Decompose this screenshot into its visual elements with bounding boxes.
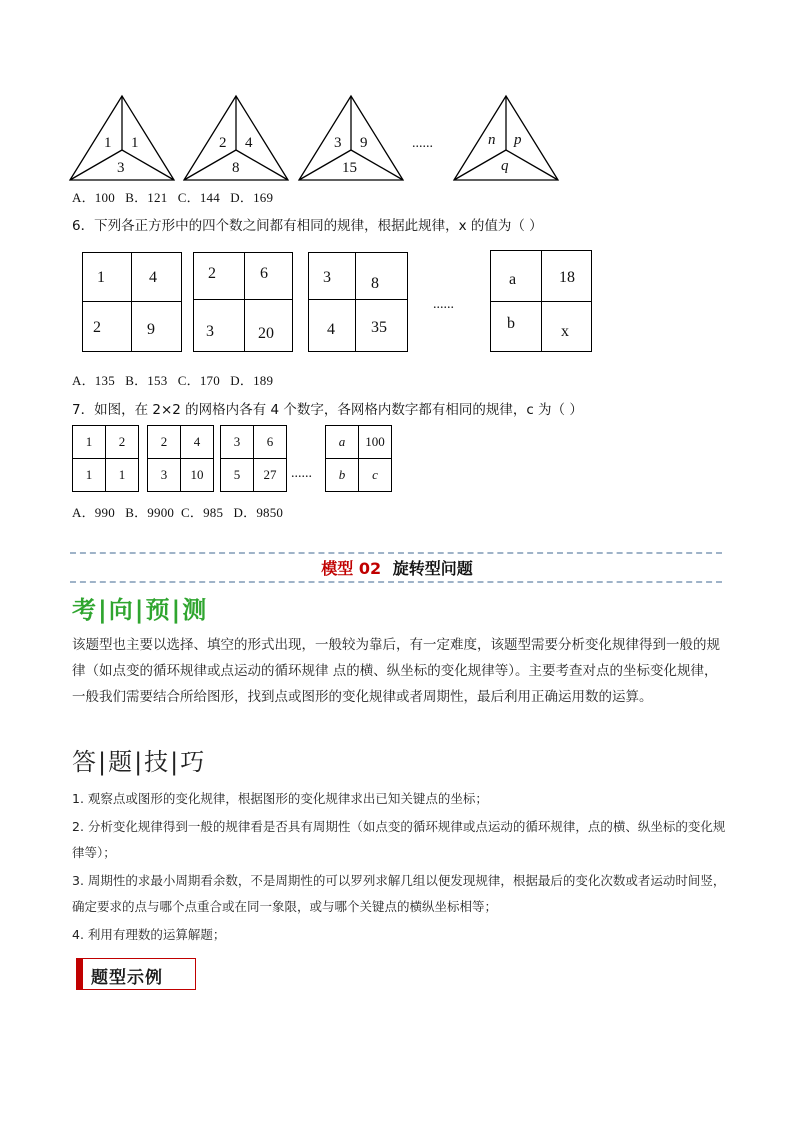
q6-s4-bl: b [507, 315, 515, 332]
divider-bottom [70, 581, 722, 583]
example-badge [76, 958, 196, 990]
model-name: 旋转型问题 [392, 559, 473, 578]
divider-top [70, 552, 722, 554]
q7-ellipsis: ...... [291, 466, 312, 481]
q7-g4-br: c [359, 459, 392, 492]
tri3-left: 3 [334, 135, 342, 151]
tri4-right: p [514, 132, 522, 148]
tip-3: 3. 周期性的求最小周期看余数，不是周期性的可以罗列求解几组以便发现规律，根据最后的变化次数或者运动时间竖，确定要求的点与哪个点重合或在同一象限，或与哪个关键点的横纵坐标相等； [72, 873, 726, 914]
q6-square-1 [82, 252, 182, 352]
q7-g1-tl: 1 [73, 426, 106, 459]
q7-g2-tl: 2 [148, 426, 181, 459]
q7-grid-4 [325, 425, 392, 492]
q7-question: 7．如图，在 2×2 的网格内各有 4 个数字，各网格内数字都有相同的规律，c 为（ ） [72, 402, 583, 418]
badge-label: 题型示例 [91, 968, 163, 988]
q7-grid-3 [220, 425, 287, 492]
q6-square-2 [193, 252, 293, 352]
q6-question: 6．下列各正方形中的四个数之间都有相同的规律，根据此规律，x 的值为（ ） [72, 218, 543, 234]
q7-g4-tl: a [326, 426, 359, 459]
q7-g2-br: 10 [181, 459, 214, 492]
tip-4: 4. 利用有理数的运算解题； [72, 927, 226, 942]
tri2-bottom: 8 [232, 160, 240, 176]
q6-square-3 [308, 252, 408, 352]
q7-g2-bl: 3 [148, 459, 181, 492]
q6-s4-tr: 18 [559, 269, 575, 286]
model-title [0, 556, 794, 579]
q7-g1-tr: 2 [106, 426, 139, 459]
q6-s3-tl: 3 [323, 269, 331, 286]
tri1-left: 1 [104, 135, 112, 151]
tip-2: 2. 分析变化规律得到一般的规律看是否具有周期性（如点变的循环规律或点运动的循环规律，点的横、纵坐标的变化规律等）； [72, 819, 726, 860]
badge-bar [77, 959, 83, 989]
q5-options: A．100 B．121 C．144 D．169 [72, 190, 274, 205]
q7-g2-tr: 4 [181, 426, 214, 459]
tri2-left: 2 [219, 135, 227, 151]
q6-ellipsis: ...... [433, 297, 454, 312]
tri2-right: 4 [245, 135, 253, 151]
tri4-left: n [488, 132, 496, 148]
q6-s2-tr: 6 [260, 265, 268, 282]
q7-g3-tl: 3 [221, 426, 254, 459]
q6-s3-bl: 4 [327, 321, 335, 338]
tri3-right: 9 [360, 135, 368, 151]
q7-options: A．990 B．9900 C．985 D．9850 [72, 505, 284, 520]
q6-s2-bl: 3 [206, 323, 214, 340]
q6-options: A．135 B．153 C．170 D．189 [72, 373, 274, 388]
q7-grid-1 [72, 425, 139, 492]
tri1-right: 1 [131, 135, 139, 151]
forecast-heading: 考|向|预|测 [72, 596, 209, 624]
q7-g3-br: 27 [254, 459, 287, 492]
q6-s1-bl: 2 [93, 319, 101, 336]
tips-heading: 答|题|技|巧 [72, 748, 207, 776]
q6-s2-tl: 2 [208, 265, 216, 282]
q6-s1-br: 9 [147, 321, 155, 338]
tri4-bottom: q [501, 158, 509, 174]
q6-s1-tl: 1 [97, 269, 105, 286]
q7-g4-bl: b [326, 459, 359, 492]
q6-s4-tl: a [509, 271, 517, 288]
tip-1: 1. 观察点或图形的变化规律，根据图形的变化规律求出已知关键点的坐标； [72, 791, 488, 806]
q7-g1-bl: 1 [73, 459, 106, 492]
q7-g3-bl: 5 [221, 459, 254, 492]
q6-s3-tr: 8 [371, 275, 379, 292]
q7-g3-tr: 6 [254, 426, 287, 459]
q7-g1-br: 1 [106, 459, 139, 492]
q6-s1-tr: 4 [149, 269, 157, 286]
q6-square-4 [490, 250, 592, 352]
forecast-paragraph: 该题型也主要以选择、填空的形式出现，一般较为靠后，有一定难度，该题型需要分析变化规律得到一般的规律（如点变的循环规律或点运动的循环规律 点的横、纵坐标的变化规律等）。主要考查对点的坐标变化规律，一般我们需要结合所给图形，找到点或图形的变化规律或者周期性，最后利用正确运用数的运算。 [72, 637, 720, 705]
model-label: 模型 02 [321, 559, 382, 578]
q7-g4-tr: 100 [359, 426, 392, 459]
tri3-bottom: 15 [342, 160, 357, 176]
q6-s2-br: 20 [258, 325, 274, 342]
q6-s3-br: 35 [371, 319, 387, 336]
tri1-bottom: 3 [117, 160, 125, 176]
q6-s4-br: x [561, 323, 569, 340]
q7-grid-2 [147, 425, 214, 492]
q5-ellipsis: ...... [412, 136, 433, 151]
